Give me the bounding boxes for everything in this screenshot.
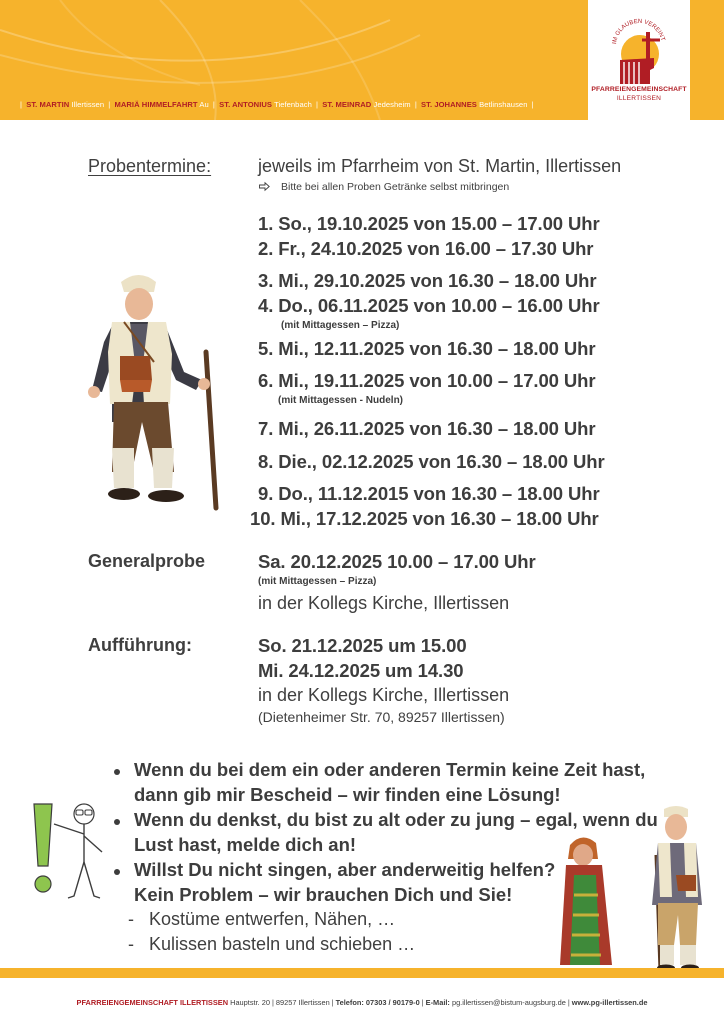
bullet-2-line-1: Wenn du denkst, du bist zu alt oder zu jung – egal, wenn du	[134, 809, 658, 830]
rehearsal-date-4-note: (mit Mittagessen – Pizza)	[281, 320, 400, 331]
bullet-dot	[114, 869, 120, 875]
parish-place: Betlinshausen	[479, 100, 528, 109]
footer-org-name: PFARREIENGEMEINSCHAFT ILLERTISSEN	[76, 998, 229, 1007]
parish-place: Tiefenbach	[274, 100, 312, 109]
header-banner	[0, 0, 724, 120]
probentermine-location: jeweils im Pfarrheim von St. Martin, Illertissen	[258, 156, 622, 176]
generalprobe-label: Generalprobe	[88, 551, 206, 571]
rehearsal-date-6: 6. Mi., 19.11.2025 von 10.00 – 17.00 Uhr	[258, 370, 596, 391]
rehearsal-date-10: 10. Mi., 17.12.2025 von 16.30 – 18.00 Uhr	[250, 508, 599, 529]
sub-item-2: - Kulissen basteln und schieben …	[128, 934, 416, 954]
footer-phone: Telefon: 07303 / 90179-0	[335, 998, 420, 1007]
performance-date-1: So. 21.12.2025 um 15.00	[258, 635, 467, 656]
rehearsal-date-2: 2. Fr., 24.10.2025 von 16.00 – 17.30 Uhr	[258, 238, 594, 259]
parish-saint: ST. MARTIN	[26, 100, 70, 109]
generalprobe-date: Sa. 20.12.2025 10.00 – 17.00 Uhr	[258, 551, 536, 572]
footer-contact: PFARREIENGEMEINSCHAFT ILLERTISSEN Hauptstr. 20 | 89257 Illertissen | Telefon: 07303 / 90179-0 | E-Mail: pg.illertissen@bistum-augsburg.de | www.pg-illertissen.de	[76, 998, 648, 1007]
footer-address: Hauptstr. 20	[230, 998, 270, 1007]
sub-item-1: - Kostüme entwerfen, Nähen, …	[128, 909, 396, 929]
rehearsal-date-5: 5. Mi., 12.11.2025 von 16.30 – 18.00 Uhr	[258, 338, 596, 359]
rehearsal-date-7: 7. Mi., 26.11.2025 von 16.30 – 18.00 Uhr	[258, 418, 596, 439]
rehearsal-date-8: 8. Die., 02.12.2025 von 16.30 – 18.00 Uhr	[258, 451, 605, 472]
shepherd-boy-illustration	[84, 272, 224, 512]
footer-email-link[interactable]: pg.illertissen@bistum-augsburg.de	[451, 998, 566, 1007]
generalprobe-location: in der Kollegs Kirche, Illertissen	[258, 593, 510, 613]
cross-circle-logo-icon	[606, 10, 672, 84]
bullet-3-line-2: Kein Problem – wir brauchen Dich und Sie!	[134, 884, 513, 905]
costumed-children-illustration	[560, 805, 710, 971]
auffuehrung-label: Aufführung:	[88, 635, 192, 655]
probentermine-label: Probentermine:	[88, 156, 212, 176]
parish-place: Au	[199, 100, 209, 109]
rehearsal-date-1: 1. So., 19.10.2025 von 15.00 – 17.00 Uhr	[258, 213, 600, 234]
parish-place: Illertissen	[71, 100, 105, 109]
arrow-right-icon	[259, 182, 270, 191]
parish-place: Jedesheim	[373, 100, 411, 109]
bullet-dot	[114, 819, 120, 825]
footer-city: 89257 Illertissen	[275, 998, 330, 1007]
logo-title: PFARREIENGEMEINSCHAFT	[591, 86, 687, 93]
logo-arc-text: IM GLAUBEN VEREINT	[612, 18, 666, 45]
bullet-3-line-1: Willst Du nicht singen, aber anderweitig helfen?	[134, 859, 556, 880]
exclamation-stick-figure-illustration	[22, 796, 112, 906]
parish-saint: ST. MEINRAD	[322, 100, 372, 109]
rehearsal-date-6-note: (mit Mittagessen - Nudeln)	[278, 395, 404, 406]
bullet-2-line-2: Lust hast, melde dich an!	[134, 834, 357, 855]
bullet-1-line-2: dann gib mir Bescheid – wir finden eine Lösung!	[134, 784, 561, 805]
parish-list: | ST. MARTIN Illertissen | MARIÄ HIMMELFAHRT Au | ST. ANTONIUS Tiefenbach | ST. MEINRAD Jedesheim | ST. JOHANNES Betlinshausen |	[20, 100, 534, 109]
rehearsal-date-3: 3. Mi., 29.10.2025 von 16.30 – 18.00 Uhr	[258, 270, 597, 291]
logo-subtitle: ILLERTISSEN	[616, 95, 662, 102]
bullet-1-line-1: Wenn du bei dem ein oder anderen Termin keine Zeit hast,	[134, 759, 646, 780]
drinks-hint: Bitte bei allen Proben Getränke selbst mitbringen	[281, 181, 510, 193]
sub-item-2-text: Kulissen basteln und schieben …	[149, 934, 416, 954]
bullet-dot	[114, 769, 120, 775]
performance-address: (Dietenheimer Str. 70, 89257 Illertissen)	[258, 709, 505, 725]
generalprobe-note: (mit Mittagessen – Pizza)	[258, 576, 377, 587]
footer-web-link[interactable]: www.pg-illertissen.de	[571, 998, 648, 1007]
parish-saint: ST. ANTONIUS	[219, 100, 273, 109]
footer-email-label: E-Mail:	[425, 998, 450, 1007]
parish-saint: ST. JOHANNES	[421, 100, 477, 109]
sub-item-1-text: Kostüme entwerfen, Nähen, …	[149, 909, 396, 929]
footer-accent-bar	[0, 968, 724, 978]
performance-date-2: Mi. 24.12.2025 um 14.30	[258, 660, 464, 681]
parish-saint: MARIÄ HIMMELFAHRT	[114, 100, 198, 109]
performance-location: in der Kollegs Kirche, Illertissen	[258, 685, 510, 705]
rehearsal-date-4: 4. Do., 06.11.2025 von 10.00 – 16.00 Uhr	[258, 295, 600, 316]
rehearsal-date-9: 9. Do., 11.12.2015 von 16.30 – 18.00 Uhr	[258, 483, 600, 504]
parish-logo	[588, 0, 690, 120]
